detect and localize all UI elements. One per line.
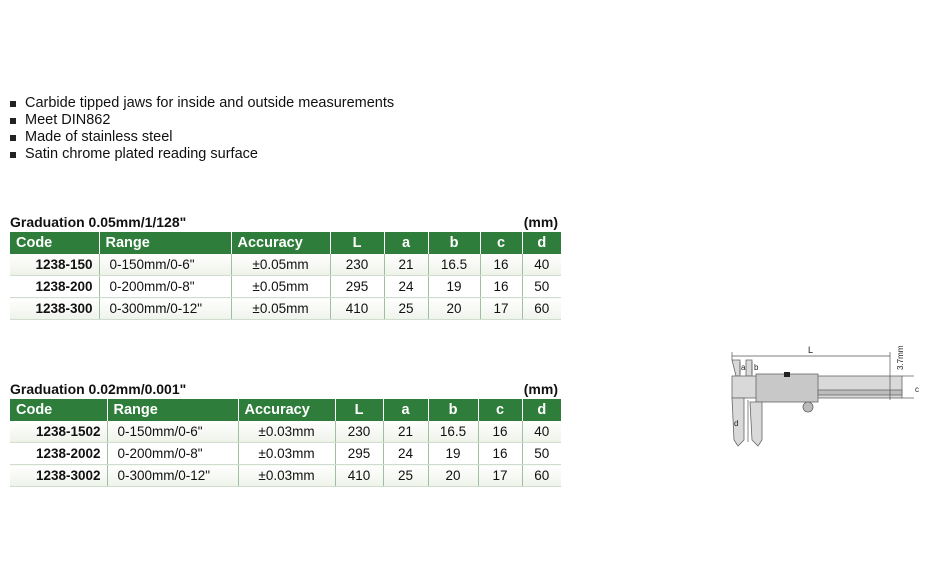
dimension-label-l: L: [808, 345, 814, 355]
col-header-l: L: [330, 232, 384, 254]
cell-range: 0-300mm/0-12": [107, 465, 238, 487]
square-bullet-icon: [10, 118, 16, 124]
col-header-range: Range: [107, 399, 238, 421]
square-bullet-icon: [10, 135, 16, 141]
col-header-c: c: [480, 232, 522, 254]
cell-d: 50: [522, 443, 561, 465]
col-header-accuracy: Accuracy: [238, 399, 335, 421]
cell-c: 16: [478, 443, 522, 465]
caliper-body: [732, 360, 902, 446]
dimension-label-c: c: [915, 385, 919, 394]
cell-accuracy: ±0.03mm: [238, 465, 335, 487]
table-header-row: [10, 399, 561, 421]
cell-range: 0-150mm/0-6": [107, 421, 238, 443]
cell-a: 21: [384, 254, 428, 276]
feature-item: [10, 129, 394, 146]
col-header-c: c: [478, 399, 522, 421]
spec-table-section-1: [10, 212, 561, 320]
caliper-dimension-diagram: [712, 340, 922, 460]
cell-c: 16: [478, 421, 522, 443]
feature-text: Carbide tipped jaws for inside and outside measurements: [25, 95, 395, 111]
cell-a: 25: [383, 465, 428, 487]
spec-table-title: Graduation 0.05mm/1/128": [10, 214, 187, 230]
table-row: [10, 298, 561, 320]
spec-table-header-line: [10, 212, 561, 232]
cell-b: 20: [428, 465, 478, 487]
feature-list: [10, 95, 394, 163]
feature-text: Satin chrome plated reading surface: [25, 146, 258, 162]
col-header-a: a: [383, 399, 428, 421]
col-header-accuracy: Accuracy: [231, 232, 330, 254]
col-header-l: L: [335, 399, 383, 421]
cell-a: 24: [384, 276, 428, 298]
cell-code: 1238-200: [10, 276, 99, 298]
cell-b: 16.5: [428, 421, 478, 443]
cell-a: 25: [384, 298, 428, 320]
feature-text: Meet DIN862: [25, 112, 111, 128]
square-bullet-icon: [10, 101, 16, 107]
cell-l: 230: [330, 254, 384, 276]
feature-item: [10, 146, 394, 163]
spec-table-header-line: [10, 379, 561, 399]
table-row: [10, 421, 561, 443]
cell-range: 0-200mm/0-8": [107, 443, 238, 465]
spec-table-unit: (mm): [523, 214, 558, 230]
dimension-label-thickness: 3.7mm: [896, 345, 905, 370]
cell-b: 16.5: [428, 254, 480, 276]
cell-d: 40: [522, 254, 561, 276]
cell-b: 20: [428, 298, 480, 320]
cell-b: 19: [428, 276, 480, 298]
col-header-code: Code: [10, 399, 107, 421]
cell-range: 0-200mm/0-8": [99, 276, 231, 298]
square-bullet-icon: [10, 152, 16, 158]
lock-screw: [784, 372, 790, 377]
spec-table-section-2: [10, 379, 561, 487]
col-header-a: a: [384, 232, 428, 254]
col-header-d: d: [522, 399, 561, 421]
cell-code: 1238-300: [10, 298, 99, 320]
cell-accuracy: ±0.05mm: [231, 276, 330, 298]
spec-table-unit: (mm): [523, 381, 558, 397]
cell-a: 24: [383, 443, 428, 465]
dimension-label-b: b: [754, 363, 759, 372]
cell-code: 1238-150: [10, 254, 99, 276]
table-row: [10, 465, 561, 487]
cell-l: 295: [330, 276, 384, 298]
cell-range: 0-300mm/0-12": [99, 298, 231, 320]
spec-table-title: Graduation 0.02mm/0.001": [10, 381, 187, 397]
cell-d: 40: [522, 421, 561, 443]
spec-table: [10, 399, 561, 487]
cell-accuracy: ±0.03mm: [238, 443, 335, 465]
spec-table: [10, 232, 561, 320]
table-row: [10, 443, 561, 465]
cell-code: 1238-3002: [10, 465, 107, 487]
cell-range: 0-150mm/0-6": [99, 254, 231, 276]
cell-l: 410: [330, 298, 384, 320]
cell-accuracy: ±0.03mm: [238, 421, 335, 443]
col-header-b: b: [428, 399, 478, 421]
col-header-d: d: [522, 232, 561, 254]
col-header-range: Range: [99, 232, 231, 254]
cell-code: 1238-1502: [10, 421, 107, 443]
dimension-label-d: d: [734, 419, 739, 428]
dimension-label-a: a: [741, 363, 746, 372]
cell-l: 230: [335, 421, 383, 443]
cell-d: 50: [522, 276, 561, 298]
col-header-b: b: [428, 232, 480, 254]
feature-item: [10, 95, 394, 112]
feature-item: [10, 112, 394, 129]
cell-c: 16: [480, 276, 522, 298]
cell-c: 16: [480, 254, 522, 276]
feature-text: Made of stainless steel: [25, 129, 173, 145]
cell-l: 295: [335, 443, 383, 465]
cell-a: 21: [383, 421, 428, 443]
cell-c: 17: [480, 298, 522, 320]
cell-d: 60: [522, 465, 561, 487]
table-row: [10, 276, 561, 298]
cell-c: 17: [478, 465, 522, 487]
cell-accuracy: ±0.05mm: [231, 254, 330, 276]
cell-b: 19: [428, 443, 478, 465]
table-header-row: [10, 232, 561, 254]
cell-l: 410: [335, 465, 383, 487]
cell-code: 1238-2002: [10, 443, 107, 465]
cell-d: 60: [522, 298, 561, 320]
cell-accuracy: ±0.05mm: [231, 298, 330, 320]
table-row: [10, 254, 561, 276]
col-header-code: Code: [10, 232, 99, 254]
